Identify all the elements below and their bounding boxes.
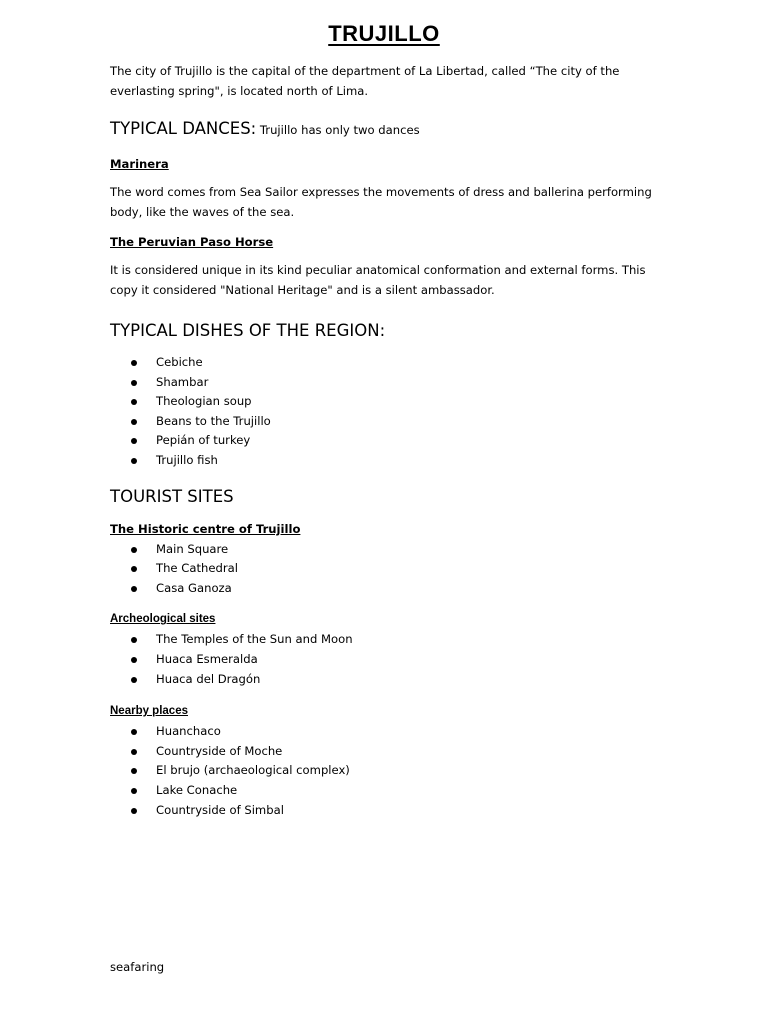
bullet-icon (131, 586, 137, 592)
list-item-label: Shambar (156, 374, 209, 389)
list-item-label: Pepián of turkey (156, 433, 251, 448)
list-item-label: The Temples of the Sun and Moon (156, 632, 353, 647)
list-item (110, 761, 658, 781)
bullet-icon (131, 360, 137, 366)
list-item-label: Casa Ganoza (156, 580, 232, 595)
list-item-label: Countryside of Moche (156, 743, 283, 758)
list-item-label: Huaca Esmeralda (156, 651, 258, 666)
list-item-label: Huanchaco (156, 724, 221, 739)
list-item (110, 540, 658, 560)
list-item-label: The Cathedral (156, 561, 238, 576)
archeological-sites-list (110, 630, 658, 689)
bullet-icon (131, 749, 137, 755)
bullet-icon (131, 808, 137, 814)
list-item (110, 431, 658, 451)
dances-heading-note: Trujillo has only two dances (256, 123, 420, 137)
intro-paragraph: The city of Trujillo is the capital of the department of La Libertad, called “The city of the everlasting spring", is located north of Lima. (110, 64, 620, 98)
list-item-label: Beans to the Trujillo (156, 413, 271, 428)
bullet-icon (131, 729, 137, 735)
bullet-icon (131, 768, 137, 774)
paso-horse-title: The Peruvian Paso Horse (110, 235, 274, 249)
archeological-sites-title: Archeological sites (110, 613, 216, 626)
bullet-icon (131, 657, 137, 663)
marinera-title: Marinera (110, 157, 169, 171)
list-item-label: Huaca del Dragón (156, 671, 261, 686)
list-item (110, 781, 658, 801)
tourist-heading: TOURIST SITES (110, 486, 234, 506)
list-item-label: Cebiche (156, 355, 203, 369)
list-item (110, 353, 658, 373)
list-item (110, 392, 658, 412)
bullet-icon (131, 380, 137, 386)
list-item-label: Theologian soup (156, 394, 252, 409)
list-item (110, 373, 658, 393)
list-item (110, 451, 658, 471)
list-item (110, 559, 658, 579)
dishes-list (110, 353, 658, 471)
page-title: TRUJILLO (328, 21, 440, 46)
list-item (110, 579, 658, 599)
marinera-paragraph: The word comes from Sea Sailor expresses the movements of dress and ballerina performing body, like the waves of the sea. (110, 185, 652, 219)
nearby-places-title: Nearby places (110, 705, 188, 718)
list-item-label: El brujo (archaeological complex) (156, 763, 350, 778)
list-item (110, 801, 658, 821)
list-item (110, 630, 658, 650)
bullet-icon (131, 438, 137, 444)
dances-heading-label: TYPICAL DANCES: (110, 119, 257, 138)
list-item (110, 650, 658, 670)
list-item (110, 670, 658, 690)
nearby-places-list (110, 722, 658, 820)
list-item-label: Lake Conache (156, 782, 238, 797)
dances-heading (110, 118, 658, 141)
bullet-icon (131, 458, 137, 464)
bullet-icon (131, 637, 137, 643)
list-item-label: Countryside of Simbal (156, 802, 284, 817)
document-body (110, 62, 658, 820)
list-item-label: Main Square (156, 541, 229, 556)
dishes-heading: TYPICAL DISHES OF THE REGION: (110, 321, 386, 340)
paso-horse-paragraph: It is considered unique in its kind peculiar anatomical conformation and external forms. This copy it considered "National Heritage" and is a silent ambassador. (110, 263, 646, 297)
page-footer: seafaring (110, 960, 165, 974)
historic-centre-list (110, 540, 658, 599)
list-item (110, 412, 658, 432)
historic-centre-title: The Historic centre of Trujillo (110, 521, 301, 536)
bullet-icon (131, 788, 137, 794)
bullet-icon (131, 399, 137, 405)
bullet-icon (131, 677, 137, 683)
list-item-label: Trujillo fish (156, 452, 218, 467)
bullet-icon (131, 419, 137, 425)
bullet-icon (131, 566, 137, 572)
bullet-icon (131, 547, 137, 553)
list-item (110, 722, 658, 742)
list-item (110, 742, 658, 762)
